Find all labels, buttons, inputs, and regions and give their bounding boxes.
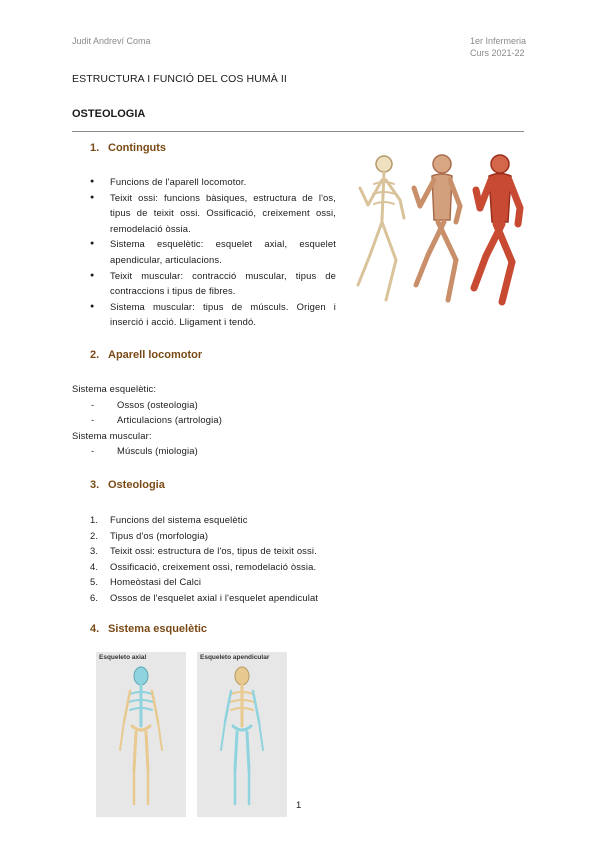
list-item: ● Teixit muscular: contracció muscular, tipus de contraccions i tipus de fibres.: [90, 268, 336, 299]
contents-list: [90, 174, 336, 330]
appendicular-skeleton-drawing: [197, 664, 287, 814]
axial-skeleton-figure: [96, 652, 186, 817]
list-item: - Articulacions (artrologia): [72, 412, 372, 428]
section-heading-skeletal-system: 4. Sistema esquelètic: [90, 623, 208, 635]
osteology-list: [90, 512, 430, 606]
muscle-skeleton-figure: [414, 155, 460, 300]
divider: [72, 131, 524, 132]
section-heading-contents: 1. Continguts: [90, 142, 167, 154]
appendicular-skeleton-figure: [197, 652, 287, 817]
section-heading-osteology: 3. Osteologia: [90, 479, 165, 491]
document-title: ESTRUCTURA I FUNCIÓ DEL COS HUMÀ II: [72, 73, 287, 85]
list-item: - Ossos (osteologia): [72, 397, 372, 413]
list-item: 5. Homeòstasi del Calci: [90, 576, 202, 588]
figure-label: Esqueleto apendicular: [200, 654, 270, 661]
section-heading-locomotor: 2. Aparell locomotor: [90, 349, 203, 361]
list-item: 6. Ossos de l'esquelet axial i l'esquelet apendiculat: [90, 591, 319, 603]
group-label: Sistema esquelètic:: [72, 383, 157, 394]
figure-label: Esqueleto axial: [99, 654, 147, 661]
list-item: ● Sistema muscular: tipus de músculs. Origen i inserció i acció. Lligament i tendó.: [90, 299, 336, 330]
axial-skeleton-drawing: [96, 664, 186, 814]
page-number: 1: [296, 799, 302, 810]
subject-title: OSTEOLOGIA: [72, 108, 146, 120]
list-item: 3. Teixit ossi: estructura de l'os, tipus de teixit ossi.: [90, 545, 317, 557]
skeleton-figure: [358, 156, 404, 300]
list-item: 1. Funcions del sistema esquelètic: [90, 514, 248, 525]
list-item: ● Teixit ossi: funcions bàsiques, estructura de l'os, tipus de teixit ossi. Ossificació, creixement ossi, remodelació òssia.: [90, 190, 336, 237]
running-anatomy-illustration: [352, 150, 532, 320]
header-year: Curs 2021-22: [470, 48, 525, 58]
list-item: ● Sistema esquelètic: esquelet axial, esquelet apendicular, articulacions.: [90, 236, 336, 267]
muscle-figure: [474, 155, 520, 302]
list-item: - Músculs (miologia): [72, 443, 372, 459]
list-item: ● Funcions de l'aparell locomotor.: [90, 174, 336, 190]
list-item: 4. Ossificació, creixement ossi, remodelació òssia.: [90, 560, 317, 572]
header-author: Judit Andreví Coma: [72, 36, 151, 46]
locomotor-content: [72, 381, 372, 459]
group-label: Sistema muscular:: [72, 429, 152, 441]
list-item: 2. Tipus d'os (morfologia): [90, 529, 209, 541]
header-course: 1er Infermeria: [470, 36, 527, 46]
